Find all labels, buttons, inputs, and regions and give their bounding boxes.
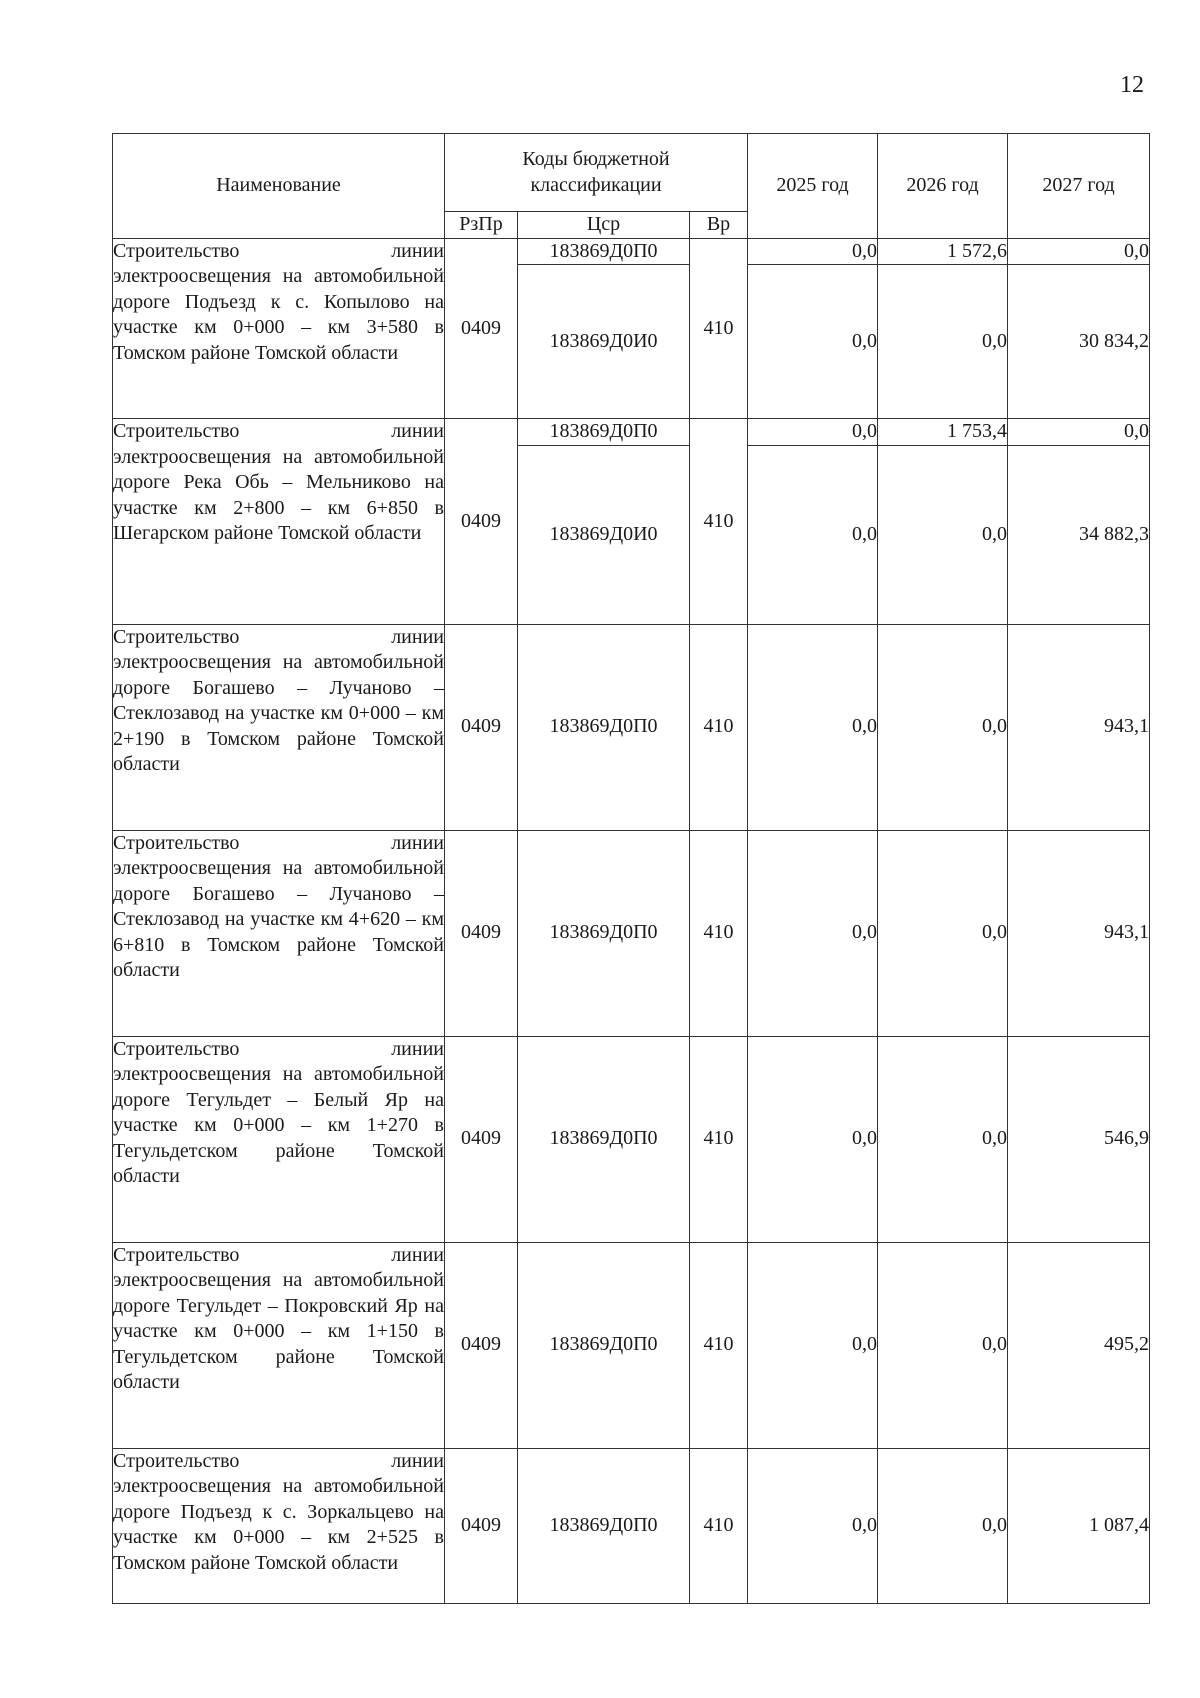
value-2025: 0,0 <box>748 830 878 1036</box>
page-number: 12 <box>1120 72 1144 98</box>
value-2026: 0,0 <box>878 445 1008 624</box>
item-name: Строительство линии электроосвещения на автомобильной дороге Богашево – Лучаново – Стеклозавод на участке км 4+620 – км 6+810 в Томском районе Томской области <box>113 830 445 1036</box>
table-row <box>113 419 1150 446</box>
value-2026: 0,0 <box>878 1036 1008 1242</box>
csr-code: 183869Д0П0 <box>518 1448 690 1603</box>
header-rzpr: РзПр <box>445 212 518 239</box>
value-2026: 1 572,6 <box>878 238 1008 265</box>
vr-code: 410 <box>690 1242 748 1448</box>
item-name: Строительство линии электроосвещения на автомобильной дороге Река Обь – Мельниково на участке км 2+800 – км 6+850 в Шегарском районе Томской области <box>113 419 445 625</box>
rzpr-code: 0409 <box>445 624 518 830</box>
rzpr-code: 0409 <box>445 1242 518 1448</box>
value-2027: 1 087,4 <box>1008 1448 1150 1603</box>
table-row <box>113 1036 1150 1242</box>
header-2027: 2027 год <box>1008 134 1150 239</box>
value-2026: 1 753,4 <box>878 419 1008 446</box>
rzpr-code: 0409 <box>445 419 518 625</box>
value-2027: 943,1 <box>1008 624 1150 830</box>
value-2026: 0,0 <box>878 265 1008 419</box>
vr-code: 410 <box>690 1448 748 1603</box>
header-2025: 2025 год <box>748 134 878 239</box>
item-name: Строительство линии электроосвещения на автомобильной дороге Тегульдет – Покровский Яр на участке км 0+000 – км 1+150 в Тегульдетском районе Томской области <box>113 1242 445 1448</box>
value-2025: 0,0 <box>748 265 878 419</box>
value-2025: 0,0 <box>748 1036 878 1242</box>
value-2027: 0,0 <box>1008 238 1150 265</box>
csr-code: 183869Д0П0 <box>518 238 690 265</box>
item-name: Строительство линии электроосвещения на автомобильной дороге Тегульдет – Белый Яр на участке км 0+000 – км 1+270 в Тегульдетском районе Томской области <box>113 1036 445 1242</box>
item-name: Строительство линии электроосвещения на автомобильной дороге Подъезд к с. Копылово на участке км 0+000 – км 3+580 в Томском районе Томской области <box>113 238 445 419</box>
value-2026: 0,0 <box>878 624 1008 830</box>
value-2025: 0,0 <box>748 419 878 446</box>
value-2027: 546,9 <box>1008 1036 1150 1242</box>
vr-code: 410 <box>690 830 748 1036</box>
item-name: Строительство линии электроосвещения на автомобильной дороге Подъезд к с. Зоркальцево на участке км 0+000 – км 2+525 в Томском районе Томской области <box>113 1448 445 1603</box>
value-2026: 0,0 <box>878 830 1008 1036</box>
table-row <box>113 1448 1150 1603</box>
table-row <box>113 830 1150 1036</box>
value-2025: 0,0 <box>748 445 878 624</box>
header-csr: Цср <box>518 212 690 239</box>
value-2025: 0,0 <box>748 1448 878 1603</box>
rzpr-code: 0409 <box>445 1448 518 1603</box>
value-2025: 0,0 <box>748 238 878 265</box>
value-2026: 0,0 <box>878 1448 1008 1603</box>
value-2025: 0,0 <box>748 624 878 830</box>
rzpr-code: 0409 <box>445 1036 518 1242</box>
table-body <box>113 238 1150 1603</box>
csr-code: 183869Д0П0 <box>518 830 690 1036</box>
value-2025: 0,0 <box>748 1242 878 1448</box>
rzpr-code: 0409 <box>445 238 518 419</box>
vr-code: 410 <box>690 624 748 830</box>
budget-table <box>112 133 1150 1604</box>
vr-code: 410 <box>690 419 748 625</box>
header-codes: Коды бюджетной классификации <box>445 134 748 212</box>
value-2027: 30 834,2 <box>1008 265 1150 419</box>
csr-code: 183869Д0И0 <box>518 265 690 419</box>
table-row <box>113 624 1150 830</box>
vr-code: 410 <box>690 1036 748 1242</box>
csr-code: 183869Д0И0 <box>518 445 690 624</box>
value-2027: 495,2 <box>1008 1242 1150 1448</box>
csr-code: 183869Д0П0 <box>518 1036 690 1242</box>
table-row <box>113 1242 1150 1448</box>
vr-code: 410 <box>690 238 748 419</box>
value-2027: 0,0 <box>1008 419 1150 446</box>
table-row <box>113 238 1150 265</box>
item-name: Строительство линии электроосвещения на автомобильной дороге Богашево – Лучаново – Стеклозавод на участке км 0+000 – км 2+190 в Томском районе Томской области <box>113 624 445 830</box>
csr-code: 183869Д0П0 <box>518 624 690 830</box>
table-header <box>113 134 1150 239</box>
rzpr-code: 0409 <box>445 830 518 1036</box>
header-2026: 2026 год <box>878 134 1008 239</box>
csr-code: 183869Д0П0 <box>518 419 690 446</box>
header-name: Наименование <box>113 134 445 239</box>
value-2026: 0,0 <box>878 1242 1008 1448</box>
header-vr: Вр <box>690 212 748 239</box>
value-2027: 943,1 <box>1008 830 1150 1036</box>
csr-code: 183869Д0П0 <box>518 1242 690 1448</box>
value-2027: 34 882,3 <box>1008 445 1150 624</box>
